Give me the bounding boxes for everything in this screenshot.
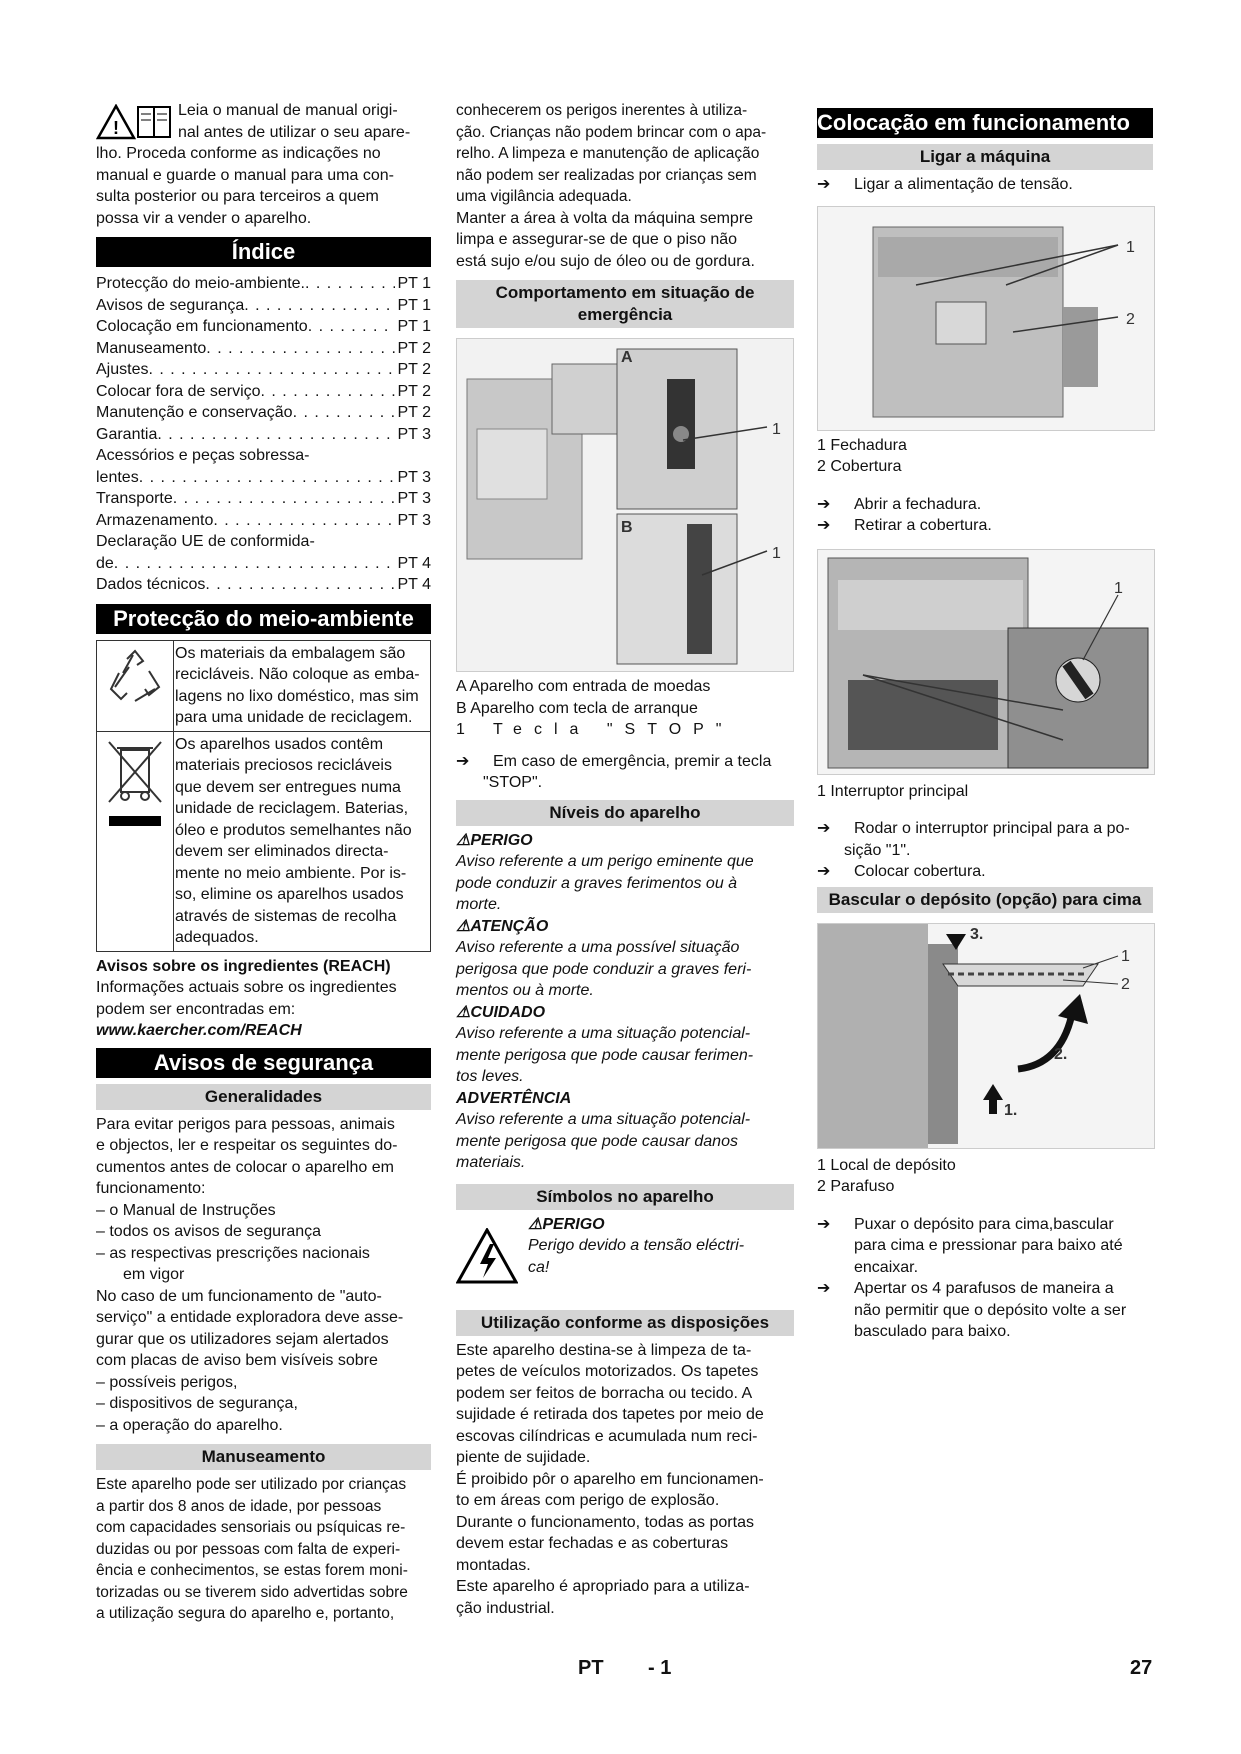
hazard-levels: ⚠PERIGO Aviso referente a um perigo eminente que pode conduzir a graves ferimentos ou à morte. ⚠ATENÇÃO Aviso referente a uma possível situação perigosa que pode conduzir a graves feri- mentos ou à morte. ⚠CUIDADO Aviso referente a uma situação potencial- mente perigosa que pode causar ferimen- tos leves. ADVERTÊNCIA Aviso referente a uma situação potencial- mente perigosa que pode causar danos materiais. — [456, 830, 794, 1174]
self-service-text: No caso de um funcionamento de "auto- — [96, 1287, 382, 1305]
old-devices-text: Os aparelhos usados contêm materiais preciosos recicláveis que devem ser entregues numa unidade de reciclagem. Baterias, óleo e produtos semelhantes não devem ser eliminados directa- mente no meio ambiente. Por is- so, elimine os aparelhos usados através de sistemas de recolha adequados. — [174, 731, 431, 951]
toc-entry[interactable]: Garantia . . . PT 3 — [96, 424, 431, 446]
page-number: 27 — [1130, 1657, 1153, 1679]
callout-1: 1 — [1121, 947, 1130, 965]
list-item: – possíveis perigos, — [96, 1373, 238, 1391]
toc-entry[interactable]: Avisos de segurança . . . PT 1 — [96, 295, 431, 317]
list-item: – dispositivos de segurança, — [96, 1395, 298, 1412]
crossed-bin-icon — [103, 738, 167, 834]
legend-a: A Aparelho com entrada de moedas — [456, 678, 711, 695]
callout-1: 1 — [1126, 238, 1135, 256]
arrow-right-icon: ➔ — [817, 1280, 831, 1297]
tilt-illustration — [818, 924, 1154, 1148]
emergency-photo — [456, 338, 794, 672]
bin-cell — [97, 731, 174, 951]
arrow-right-icon: ➔ — [817, 1215, 831, 1233]
step: ➔ Apertar os 4 parafusos de maneira a não permitir que o depósito volte a ser basculado para baixo. — [817, 1278, 1153, 1343]
callout-a: A — [621, 349, 633, 366]
intended-use-text: Este aparelho destina-se à limpeza de ta- petes de veículos motorizados. Os tapetes podem ser feitos de borracha ou tecido. A sujidade é retirada dos tapetes por meio de escovas cilíndricas e acumulada num reci- piente de sujidade. É proibido pôr o aparelho em funcionamen- to em áreas com perigo de explosão. Durante o funcionamento, todas as portas devem estar fechadas e as coberturas montadas. Este aparelho é apropriado para a utiliza- ção industrial. — [456, 1341, 764, 1617]
step: ➔ Abrir a fechadura. — [817, 494, 1153, 516]
callout-b: B — [621, 519, 633, 536]
general-text: e objectos, ler e respeitar os seguintes do- — [96, 1137, 398, 1154]
legend-storage: 1 Local de depósito — [817, 1156, 956, 1174]
intro-line-1: Leia o manual de manual origi- — [178, 102, 398, 119]
legend-main-switch: 1 Interruptor principal — [817, 782, 969, 800]
legend-b: B Aparelho com tecla de arranque — [456, 699, 698, 717]
packaging-text: Os materiais da embalagem são recicláveis. Não coloque as emba- lagens no lixo doméstico, mas sim para uma unidade de reciclagem. — [174, 640, 431, 731]
reach-heading: Avisos sobre os ingredientes (REACH) — [96, 957, 391, 975]
levels-heading: Níveis do aparelho — [456, 800, 794, 826]
arrow-right-icon: ➔ — [817, 863, 831, 880]
general-text: Para evitar perigos para pessoas, animais — [96, 1115, 395, 1133]
area-text: Manter a área à volta da máquina sempre — [456, 209, 754, 227]
arrow-right-icon: ➔ — [817, 495, 831, 513]
footer-local-page: - 1 — [648, 1657, 672, 1679]
general-text: funcionamento: — [96, 1180, 206, 1197]
general-heading: Generalidades — [96, 1084, 431, 1110]
list-item: – o Manual de Instruções — [96, 1201, 276, 1219]
reach-text: Informações actuais sobre os ingredientes — [96, 979, 397, 996]
area-text: limpa e assegurar-se de que o piso não — [456, 231, 738, 248]
emergency-step-cont: "STOP". — [483, 774, 543, 791]
emergency-heading: Comportamento em situação de emergência — [456, 280, 794, 328]
self-service-text: serviço" a entidade exploradora deve asse- — [96, 1309, 404, 1326]
machine-lock-photo — [817, 206, 1155, 431]
toc-entry[interactable]: Ajustes . . . PT 2 — [96, 359, 431, 381]
level-head: ADVERTÊNCIA — [456, 1089, 572, 1107]
toc-entry[interactable]: Armazenamento . . . PT 3 — [96, 510, 431, 532]
arrow-right-icon: ➔ — [817, 517, 831, 534]
symbol-head: ⚠PERIGO — [528, 1215, 605, 1233]
symbols-heading: Símbolos no aparelho — [456, 1184, 794, 1210]
intro-line-4: manual e guarde o manual para uma con- — [96, 166, 394, 184]
machine-stop-illustration — [457, 339, 793, 671]
tilt-photo — [817, 923, 1155, 1149]
list-item: – todos os avisos de segurança — [96, 1223, 322, 1240]
startup-heading: Colocação em funcionamento — [817, 108, 1153, 138]
step-cont: sição "1". — [844, 841, 911, 859]
intro-head — [96, 100, 431, 143]
callout-2: 2 — [1126, 310, 1135, 328]
tilt-heading: Bascular o depósito (opção) para cima — [817, 887, 1153, 913]
legend-screw: 2 Parafuso — [817, 1178, 895, 1195]
legend-cover: 2 Cobertura — [817, 458, 902, 475]
general-text: cumentos antes de colocar o aparelho em — [96, 1158, 394, 1176]
toc-entry[interactable]: Manuseamento . . . PT 2 — [96, 338, 431, 360]
intended-use-heading: Utilização conforme as disposições — [456, 1310, 794, 1336]
step: ➔ Ligar a alimentação de tensão. — [817, 174, 1153, 196]
switch-on-heading: Ligar a máquina — [817, 144, 1153, 170]
self-service-text: com placas de aviso bem visíveis sobre — [96, 1352, 378, 1369]
legend-stop: 1 Tecla "STOP" — [456, 721, 734, 738]
callout-1: 1 — [1114, 579, 1123, 597]
toc-entry[interactable]: lentes . . . PT 3 — [96, 467, 431, 489]
step: ➔ Retirar a cobertura. — [817, 515, 1153, 537]
step-2-label: 2. — [1054, 1045, 1068, 1063]
callout-1a: 1 — [772, 421, 781, 438]
list-item: – a operação do aparelho. — [96, 1416, 283, 1434]
toc-entry[interactable]: Dados técnicos . . . PT 4 — [96, 574, 431, 596]
environment-table — [96, 640, 431, 952]
electric-hazard-icon — [456, 1228, 518, 1284]
handling-heading: Manuseamento — [96, 1444, 431, 1470]
toc-entry-wrap: Acessórios e peças sobressa- — [96, 447, 310, 464]
arrow-right-icon: ➔ — [456, 752, 470, 770]
step-1-label: 1. — [1004, 1101, 1018, 1119]
toc-entry[interactable]: de . . . PT 4 — [96, 553, 431, 575]
arrow-right-icon: ➔ — [817, 820, 831, 837]
step: ➔ Puxar o depósito para cima,bascular para cima e pressionar para baixo até encaixar. — [817, 1214, 1153, 1279]
intro-line-5: sulta posterior ou para terceiros a quem — [96, 188, 379, 205]
area-text: está sujo e/ou sujo de óleo ou de gordura. — [456, 252, 755, 270]
list-item: – as respectivas prescrições nacionais — [96, 1244, 370, 1262]
recycle-cell — [97, 640, 174, 731]
safety-heading: Avisos de segurança — [96, 1048, 431, 1078]
main-switch-illustration — [818, 550, 1154, 774]
footer-language: PT — [578, 1657, 604, 1679]
toc-entry[interactable]: Colocar fora de serviço . . . PT 2 — [96, 381, 431, 403]
intro-line-3: lho. Proceda conforme as indicações no — [96, 145, 381, 162]
toc-entry[interactable]: Protecção do meio-ambiente. . . . PT 1 — [96, 273, 431, 295]
handling-cont-text: conhecerem os perigos inerentes à utiliza- ção. Crianças não podem brincar com o apa- relho. A limpeza e manutenção de aplicação não podem ser realizadas por crianças sem uma vigilância adequada. — [456, 102, 767, 205]
reach-text: podem ser encontradas em: — [96, 1000, 296, 1018]
environment-heading: Protecção do meio-ambiente — [96, 604, 431, 634]
toc-entry[interactable]: Colocação em funcionamento . . . PT 1 — [96, 316, 431, 338]
self-service-text: gurar que os utilizadores sejam alertados — [96, 1330, 389, 1348]
intro-line-2: nal antes de utilizar o seu apare- — [178, 124, 411, 141]
legend-lock: 1 Fechadura — [817, 436, 907, 454]
column-3 — [817, 100, 1153, 1343]
intro-line-6: possa vir a vender o aparelho. — [96, 209, 312, 227]
symbol-row: ⚠PERIGO Perigo devido a tensão eléctri- ca! — [456, 1214, 794, 1284]
step: ➔ Rodar o interruptor principal para a po- — [817, 818, 1153, 840]
handling-text: Este aparelho pode ser utilizado por crianças a partir dos 8 anos de idade, por pessoas com capacidades sensoriais ou psíquicas re- duzidas ou por pessoas com falta de experi- ência e conhecimentos, se estas forem moni- torizadas ou se tiverem sido advertidas sobre a utilização segura do aparelho e, portanto, — [96, 1476, 408, 1622]
callout-1b: 1 — [772, 545, 781, 562]
emergency-step: ➔ Em caso de emergência, premir a tecla — [456, 751, 794, 773]
toc-entry[interactable]: Manutenção e conservação . . . PT 2 — [96, 402, 431, 424]
step-3-label: 3. — [970, 925, 984, 943]
step: ➔ Colocar cobertura. — [817, 861, 1153, 883]
level-head: ⚠PERIGO — [456, 831, 533, 849]
table-of-contents — [96, 273, 431, 596]
toc-entry[interactable]: Transporte . . . PT 3 — [96, 488, 431, 510]
recycle-icon — [105, 647, 165, 707]
arrow-right-icon: ➔ — [817, 176, 831, 193]
machine-lock-illustration — [818, 207, 1154, 430]
reach-link[interactable]: www.kaercher.com/REACH — [96, 1022, 302, 1039]
svg-text:!: ! — [113, 118, 119, 138]
level-head: ⚠ATENÇÃO — [456, 917, 549, 935]
index-heading: Índice — [96, 237, 431, 267]
warning-manual-icon — [96, 104, 174, 140]
column-1 — [96, 100, 431, 1625]
column-2 — [456, 100, 794, 1619]
main-switch-photo — [817, 549, 1155, 775]
list-item-cont: em vigor — [123, 1266, 185, 1283]
level-head: ⚠CUIDADO — [456, 1003, 546, 1021]
callout-2: 2 — [1121, 975, 1130, 993]
toc-entry-wrap: Declaração UE de conformida- — [96, 533, 315, 550]
